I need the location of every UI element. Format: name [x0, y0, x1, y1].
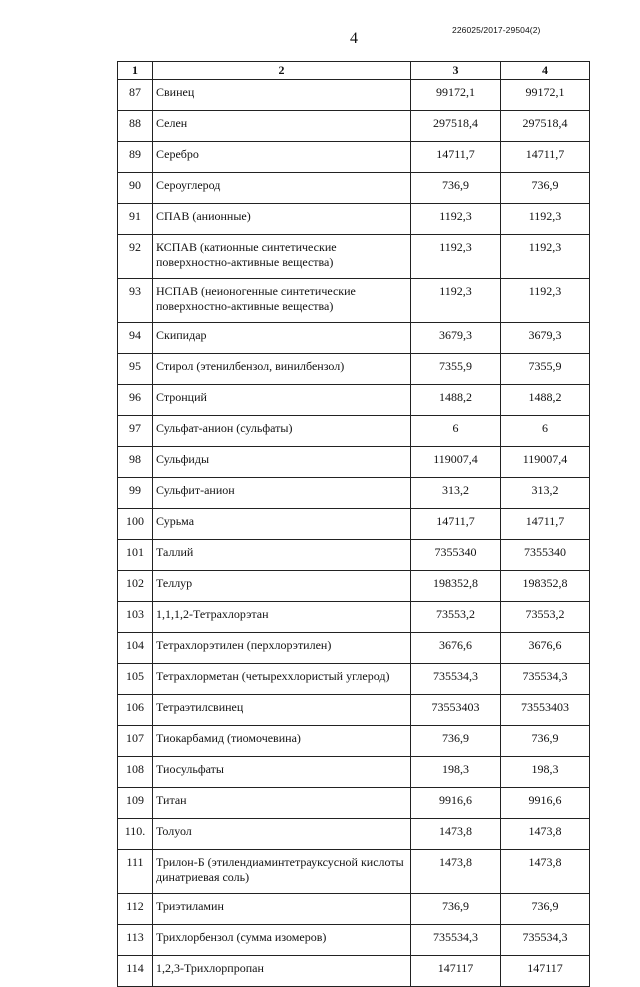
substance-name-cell: Трихлорбензол (сумма изомеров): [153, 925, 411, 956]
table-row: [118, 819, 590, 850]
row-number-cell: 94: [118, 323, 153, 354]
substance-name-cell: Трилон-Б (этилендиаминтетрауксусной кислоты динатриевая соль): [153, 850, 411, 894]
table-row: [118, 757, 590, 788]
substance-name-cell: Тиокарбамид (тиомочевина): [153, 726, 411, 757]
row-number-cell: 105: [118, 664, 153, 695]
value-col4-cell: 1192,3: [501, 235, 590, 279]
page-number: 4: [350, 30, 358, 47]
value-col3-cell: 14711,7: [411, 142, 501, 173]
row-number-cell: 106: [118, 695, 153, 726]
substance-name-cell: 1,1,1,2-Тетрахлорэтан: [153, 602, 411, 633]
table-row: [118, 173, 590, 204]
row-number-cell: 92: [118, 235, 153, 279]
row-number-cell: 90: [118, 173, 153, 204]
value-col4-cell: 147117: [501, 956, 590, 987]
value-col4-cell: 198352,8: [501, 571, 590, 602]
table-row: [118, 204, 590, 235]
row-number-cell: 96: [118, 385, 153, 416]
row-number-cell: 98: [118, 447, 153, 478]
row-number-cell: 114: [118, 956, 153, 987]
substance-name-cell: Стирол (этенилбензол, винилбензол): [153, 354, 411, 385]
row-number-cell: 100: [118, 509, 153, 540]
row-number-cell: 97: [118, 416, 153, 447]
column-header: 3: [411, 62, 501, 80]
table-row: [118, 80, 590, 111]
substance-name-cell: Тиосульфаты: [153, 757, 411, 788]
row-number-cell: 91: [118, 204, 153, 235]
value-col3-cell: 736,9: [411, 894, 501, 925]
value-col3-cell: 147117: [411, 956, 501, 987]
substance-name-cell: Селен: [153, 111, 411, 142]
value-col4-cell: 14711,7: [501, 142, 590, 173]
row-number-cell: 113: [118, 925, 153, 956]
value-col3-cell: 3676,6: [411, 633, 501, 664]
value-col3-cell: 14711,7: [411, 509, 501, 540]
row-number-cell: 101: [118, 540, 153, 571]
substance-name-cell: Теллур: [153, 571, 411, 602]
row-number-cell: 102: [118, 571, 153, 602]
substance-name-cell: Сульфит-анион: [153, 478, 411, 509]
row-number-cell: 88: [118, 111, 153, 142]
substance-name-cell: Таллий: [153, 540, 411, 571]
table-row: [118, 695, 590, 726]
column-header: 1: [118, 62, 153, 80]
table-row: [118, 664, 590, 695]
value-col4-cell: 735534,3: [501, 664, 590, 695]
substance-name-cell: Сероуглерод: [153, 173, 411, 204]
table-row: [118, 956, 590, 987]
value-col4-cell: 3676,6: [501, 633, 590, 664]
row-number-cell: 108: [118, 757, 153, 788]
value-col4-cell: 119007,4: [501, 447, 590, 478]
value-col3-cell: 313,2: [411, 478, 501, 509]
substance-name-cell: Тетраэтилсвинец: [153, 695, 411, 726]
table-row: [118, 540, 590, 571]
row-number-cell: 107: [118, 726, 153, 757]
value-col3-cell: 7355340: [411, 540, 501, 571]
value-col3-cell: 736,9: [411, 173, 501, 204]
value-col4-cell: 6: [501, 416, 590, 447]
substance-name-cell: СПАВ (анионные): [153, 204, 411, 235]
substance-name-cell: Серебро: [153, 142, 411, 173]
table-row: [118, 416, 590, 447]
value-col3-cell: 1192,3: [411, 279, 501, 323]
substance-name-cell: Стронций: [153, 385, 411, 416]
table-row: [118, 509, 590, 540]
substance-name-cell: Триэтиламин: [153, 894, 411, 925]
row-number-cell: 87: [118, 80, 153, 111]
value-col4-cell: 297518,4: [501, 111, 590, 142]
substance-name-cell: Скипидар: [153, 323, 411, 354]
substance-name-cell: КСПАВ (катионные синтетические поверхностно-активные вещества): [153, 235, 411, 279]
value-col4-cell: 735534,3: [501, 925, 590, 956]
substance-name-cell: Тетрахлорметан (четыреххлористый углерод): [153, 664, 411, 695]
value-col3-cell: 9916,6: [411, 788, 501, 819]
substance-name-cell: Сульфат-анион (сульфаты): [153, 416, 411, 447]
value-col3-cell: 3679,3: [411, 323, 501, 354]
substance-table: [117, 61, 590, 987]
row-number-cell: 93: [118, 279, 153, 323]
value-col3-cell: 73553,2: [411, 602, 501, 633]
row-number-cell: 112: [118, 894, 153, 925]
value-col3-cell: 735534,3: [411, 664, 501, 695]
row-number-cell: 89: [118, 142, 153, 173]
value-col3-cell: 735534,3: [411, 925, 501, 956]
table-row: [118, 385, 590, 416]
value-col4-cell: 736,9: [501, 173, 590, 204]
substance-name-cell: НСПАВ (неионогенные синтетические поверхностно-активные вещества): [153, 279, 411, 323]
value-col3-cell: 99172,1: [411, 80, 501, 111]
table-row: [118, 354, 590, 385]
value-col3-cell: 198352,8: [411, 571, 501, 602]
value-col4-cell: 73553403: [501, 695, 590, 726]
table-header-row: [118, 62, 590, 80]
value-col3-cell: 73553403: [411, 695, 501, 726]
table-row: [118, 850, 590, 894]
value-col4-cell: 1473,8: [501, 850, 590, 894]
substance-name-cell: Сурьма: [153, 509, 411, 540]
table-row: [118, 602, 590, 633]
row-number-cell: 109: [118, 788, 153, 819]
row-number-cell: 99: [118, 478, 153, 509]
table-row: [118, 633, 590, 664]
table-body: [118, 80, 590, 987]
row-number-cell: 104: [118, 633, 153, 664]
value-col3-cell: 7355,9: [411, 354, 501, 385]
value-col4-cell: 73553,2: [501, 602, 590, 633]
row-number-cell: 111: [118, 850, 153, 894]
value-col3-cell: 1488,2: [411, 385, 501, 416]
value-col4-cell: 3679,3: [501, 323, 590, 354]
value-col3-cell: 198,3: [411, 757, 501, 788]
row-number-cell: 103: [118, 602, 153, 633]
table-row: [118, 788, 590, 819]
value-col3-cell: 736,9: [411, 726, 501, 757]
table-row: [118, 111, 590, 142]
substance-name-cell: 1,2,3-Трихлорпропан: [153, 956, 411, 987]
value-col4-cell: 198,3: [501, 757, 590, 788]
row-number-cell: 110.: [118, 819, 153, 850]
table-row: [118, 279, 590, 323]
value-col4-cell: 7355340: [501, 540, 590, 571]
value-col3-cell: 1192,3: [411, 204, 501, 235]
substance-name-cell: Толуол: [153, 819, 411, 850]
table-row: [118, 925, 590, 956]
value-col3-cell: 297518,4: [411, 111, 501, 142]
value-col3-cell: 119007,4: [411, 447, 501, 478]
table-row: [118, 447, 590, 478]
table-row: [118, 726, 590, 757]
value-col4-cell: 1192,3: [501, 204, 590, 235]
value-col4-cell: 14711,7: [501, 509, 590, 540]
value-col3-cell: 6: [411, 416, 501, 447]
document-id: 226025/2017-29504(2): [452, 25, 541, 35]
substance-name-cell: Титан: [153, 788, 411, 819]
column-header: 2: [153, 62, 411, 80]
value-col4-cell: 7355,9: [501, 354, 590, 385]
table-row: [118, 323, 590, 354]
column-header: 4: [501, 62, 590, 80]
substance-name-cell: Тетрахлорэтилен (перхлорэтилен): [153, 633, 411, 664]
value-col4-cell: 9916,6: [501, 788, 590, 819]
table-row: [118, 235, 590, 279]
table-row: [118, 894, 590, 925]
value-col4-cell: 99172,1: [501, 80, 590, 111]
value-col4-cell: 313,2: [501, 478, 590, 509]
table-row: [118, 142, 590, 173]
value-col4-cell: 736,9: [501, 894, 590, 925]
table-row: [118, 571, 590, 602]
table-row: [118, 478, 590, 509]
value-col3-cell: 1473,8: [411, 850, 501, 894]
value-col4-cell: 1473,8: [501, 819, 590, 850]
row-number-cell: 95: [118, 354, 153, 385]
value-col4-cell: 1192,3: [501, 279, 590, 323]
substance-name-cell: Сульфиды: [153, 447, 411, 478]
value-col3-cell: 1192,3: [411, 235, 501, 279]
value-col4-cell: 736,9: [501, 726, 590, 757]
substance-name-cell: Свинец: [153, 80, 411, 111]
value-col3-cell: 1473,8: [411, 819, 501, 850]
value-col4-cell: 1488,2: [501, 385, 590, 416]
